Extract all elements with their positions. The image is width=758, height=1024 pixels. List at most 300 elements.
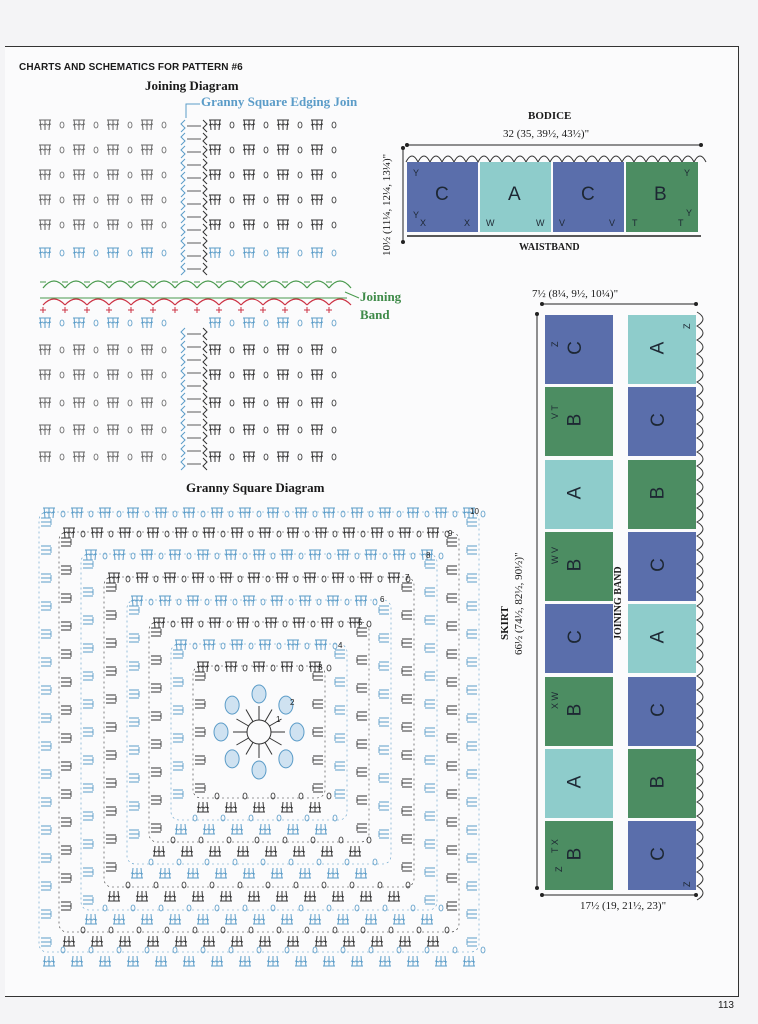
stitch-cluster (197, 550, 209, 560)
right-block (628, 387, 696, 456)
chain-stitch (60, 250, 64, 256)
stitch-cluster (39, 345, 51, 355)
band-chain-arch (285, 299, 307, 305)
stitch-cluster-side (402, 835, 412, 843)
stitch-cluster (271, 596, 283, 606)
stitch-cluster (141, 550, 153, 560)
stitch-cluster-side (41, 686, 51, 694)
stitch-cluster-side (106, 863, 116, 871)
band-chain-arch (197, 299, 219, 305)
stitch-cluster (141, 120, 153, 130)
band-chain-arch (175, 299, 197, 305)
page-footer-rule (5, 996, 738, 997)
stitch-cluster-side (41, 742, 51, 750)
stitch-cluster-side (402, 779, 412, 787)
edging-join-stitch (181, 458, 185, 470)
block-mark: Z (550, 341, 560, 347)
edging-join-stitch (203, 224, 207, 236)
round-number: 7 (405, 573, 410, 582)
stitch-cluster-side (425, 644, 435, 652)
edging-join-stitch (181, 237, 185, 249)
edging-join-stitch (203, 367, 207, 379)
block-mark: W (486, 218, 495, 228)
stitch-cluster (299, 868, 311, 878)
edging-join-stitch (203, 406, 207, 418)
skirt-top-width: 7½ (8¼, 9½, 10¼)" (532, 288, 619, 300)
chain-stitch (230, 347, 234, 353)
chain-stitch (298, 250, 302, 256)
block-letter: C (647, 847, 669, 861)
band-chain-arch (285, 281, 307, 288)
stitch-cluster-side (467, 546, 477, 554)
stitch-cluster (107, 370, 119, 380)
edging-join-stitch (203, 133, 207, 145)
stitch-cluster-side (129, 606, 139, 614)
stitch-cluster (159, 868, 171, 878)
edging-join-stitch (203, 237, 207, 249)
stitch-cluster (277, 145, 289, 155)
stitch-cluster (141, 425, 153, 435)
stitch-cluster-side (83, 644, 93, 652)
stitch-cluster-side (335, 734, 345, 742)
chain-stitch (257, 947, 261, 953)
chain-stitch (355, 553, 359, 559)
stitch-cluster (141, 318, 153, 328)
stitch-cluster-side (83, 588, 93, 596)
granny-square-title: Granny Square Diagram (186, 480, 325, 495)
edging-join-stitch (181, 341, 185, 353)
stitch-cluster-side (402, 807, 412, 815)
stitch-cluster-side (313, 672, 323, 680)
stitch-cluster-side (402, 583, 412, 591)
stitch-cluster (39, 220, 51, 230)
block-mark: T X (550, 839, 560, 854)
stitch-cluster (113, 914, 125, 924)
edging-join-stitch (181, 445, 185, 457)
center-spoke (269, 738, 281, 745)
chain-stitch (264, 400, 268, 406)
stitch-cluster-side (83, 840, 93, 848)
granny-square-chart (28, 500, 490, 965)
block-letter: C (581, 184, 595, 205)
round-number: 10 (470, 507, 479, 516)
page-number: 113 (718, 1000, 734, 1011)
stitch-cluster (349, 846, 361, 856)
band-chain-arch (329, 281, 351, 288)
chain-stitch (332, 250, 336, 256)
center-spoke (265, 709, 272, 721)
chain-stitch (298, 122, 302, 128)
chain-stitch (333, 531, 337, 537)
center-ring (247, 720, 271, 744)
stitch-cluster (231, 528, 243, 538)
stitch-cluster (187, 868, 199, 878)
stitch-cluster-side (173, 790, 183, 798)
chain-stitch (230, 454, 234, 460)
stitch-cluster-side (173, 650, 183, 658)
stitch-cluster (73, 425, 85, 435)
stitch-cluster-side (83, 868, 93, 876)
stitch-cluster (277, 345, 289, 355)
stitch-cluster-side (425, 896, 435, 904)
stitch-cluster-side (83, 896, 93, 904)
stitch-cluster (243, 248, 255, 258)
stitch-cluster (332, 573, 344, 583)
chain-stitch (264, 427, 268, 433)
chain-stitch (332, 197, 336, 203)
stitch-cluster (175, 824, 187, 834)
edging-join-stitch (203, 211, 207, 223)
chain-stitch (453, 947, 457, 953)
stitch-cluster (427, 528, 439, 538)
stitch-cluster (243, 195, 255, 205)
stitch-cluster (107, 398, 119, 408)
edging-join-stitch (181, 224, 185, 236)
stitch-cluster-side (173, 678, 183, 686)
stitch-cluster (287, 640, 299, 650)
chain-stitch (230, 222, 234, 228)
joining-band-label (360, 288, 401, 324)
stitch-cluster-side (173, 706, 183, 714)
stitch-cluster (73, 170, 85, 180)
chain-stitch (249, 531, 253, 537)
stitch-cluster-side (61, 818, 71, 826)
band-chain-arch (219, 281, 241, 288)
stitch-cluster-side (402, 723, 412, 731)
block-letter: B (564, 558, 586, 572)
stitch-cluster-side (61, 706, 71, 714)
stitch-cluster (107, 248, 119, 258)
right-block (628, 749, 696, 818)
chain-stitch (298, 197, 302, 203)
stitch-cluster (215, 596, 227, 606)
stitch-cluster-side (195, 700, 205, 708)
chain-stitch (294, 882, 298, 888)
stitch-cluster (243, 345, 255, 355)
stitch-cluster (277, 120, 289, 130)
band-plus-stitch (84, 307, 90, 313)
stitch-cluster (107, 345, 119, 355)
stitch-cluster-side (106, 779, 116, 787)
edging-join-stitch (181, 393, 185, 405)
block-mark: Y (413, 168, 420, 178)
band-chain-arch (263, 299, 285, 305)
chain-stitch (264, 172, 268, 178)
stitch-cluster-side (106, 611, 116, 619)
chain-stitch (417, 927, 421, 933)
stitch-cluster (141, 248, 153, 258)
stitch-cluster (337, 550, 349, 560)
bodice-block-2 (480, 162, 551, 232)
stitch-cluster (295, 508, 307, 518)
edging-join-stitch (181, 172, 185, 184)
stitch-cluster (39, 370, 51, 380)
stitch-cluster-side (379, 606, 389, 614)
chain-stitch (230, 197, 234, 203)
stitch-cluster (43, 508, 55, 518)
stitch-cluster (159, 596, 171, 606)
stitch-cluster (119, 936, 131, 946)
stitch-cluster-side (41, 546, 51, 554)
chain-stitch (230, 122, 234, 128)
stitch-cluster-side (173, 734, 183, 742)
right-block (628, 315, 696, 384)
round-number: 1 (276, 715, 281, 724)
stitch-cluster-side (425, 728, 435, 736)
stitch-cluster (99, 508, 111, 518)
stitch-cluster-side (467, 518, 477, 526)
stitch-cluster-side (151, 740, 161, 748)
edging-join-stitch (181, 367, 185, 379)
chain-stitch (333, 927, 337, 933)
stitch-cluster (321, 618, 333, 628)
chain-stitch (327, 793, 331, 799)
stitch-cluster-side (61, 790, 71, 798)
block-letter: A (564, 486, 586, 499)
stitch-cluster (197, 914, 209, 924)
stitch-cluster (321, 846, 333, 856)
stitch-cluster-side (313, 700, 323, 708)
chain-stitch (369, 947, 373, 953)
chain-stitch (94, 320, 98, 326)
stitch-cluster (259, 528, 271, 538)
stitch-cluster (39, 425, 51, 435)
chain-stitch (94, 147, 98, 153)
stitch-cluster (63, 528, 75, 538)
stitch-cluster-side (357, 796, 367, 804)
stitch-cluster (276, 891, 288, 901)
chain-stitch (230, 372, 234, 378)
stitch-cluster-side (61, 678, 71, 686)
band-plus-stitch (128, 307, 134, 313)
stitch-cluster (73, 345, 85, 355)
chain-stitch (128, 347, 132, 353)
bodice-block-3 (553, 162, 624, 232)
stitch-cluster (209, 248, 221, 258)
chain-stitch (383, 905, 387, 911)
band-chain-arch (153, 281, 175, 288)
chain-stitch (406, 882, 410, 888)
stitch-cluster (243, 318, 255, 328)
stitch-cluster (108, 573, 120, 583)
block-mark: Y (684, 168, 691, 178)
band-chain-arch (307, 281, 329, 288)
stitch-cluster-side (61, 650, 71, 658)
chain-stitch (128, 222, 132, 228)
stitch-cluster (287, 824, 299, 834)
chain-stitch (249, 927, 253, 933)
stitch-cluster (253, 550, 265, 560)
bodice-block-1 (407, 162, 478, 232)
stitch-cluster-side (467, 882, 477, 890)
stitch-cluster-side (467, 742, 477, 750)
chain-stitch (159, 905, 163, 911)
stitch-cluster-side (379, 662, 389, 670)
stitch-cluster (73, 145, 85, 155)
chain-stitch (60, 400, 64, 406)
stitch-cluster-side (61, 874, 71, 882)
stitch-cluster-side (106, 751, 116, 759)
stitch-cluster (203, 640, 215, 650)
stitch-cluster (315, 936, 327, 946)
chain-stitch (109, 531, 113, 537)
chain-stitch (283, 621, 287, 627)
stitch-cluster (153, 618, 165, 628)
chain-stitch (89, 511, 93, 517)
stitch-cluster (243, 398, 255, 408)
chain-stitch (327, 905, 331, 911)
stitch-cluster (311, 370, 323, 380)
edging-join-stitch (203, 380, 207, 392)
skirt-height: 66½ (74½, 82½, 90½)" (513, 552, 525, 655)
puff-stitch (279, 750, 293, 768)
stitch-cluster-side (83, 616, 93, 624)
bodice-title: BODICE (528, 110, 572, 122)
stitch-cluster-side (83, 812, 93, 820)
chain-stitch (177, 599, 181, 605)
edging-join-stitch (203, 263, 207, 275)
chain-stitch (332, 372, 336, 378)
chain-stitch (298, 172, 302, 178)
chain-stitch (298, 222, 302, 228)
band-chain-arch (263, 281, 285, 288)
block-mark: Z (682, 323, 692, 329)
stitch-cluster-side (447, 538, 457, 546)
stitch-cluster (209, 618, 221, 628)
chain-stitch (453, 511, 457, 517)
stitch-cluster-side (151, 768, 161, 776)
stitch-cluster (360, 573, 372, 583)
chain-stitch (339, 837, 343, 843)
chain-stitch (230, 427, 234, 433)
band-chain-arch (87, 299, 109, 305)
stitch-cluster (267, 956, 279, 966)
chain-stitch (439, 553, 443, 559)
stitch-cluster (243, 425, 255, 435)
right-block (628, 460, 696, 529)
stitch-cluster (39, 120, 51, 130)
block-letter: B (654, 184, 667, 205)
bodice-width-line (405, 142, 705, 150)
stitch-cluster (107, 170, 119, 180)
chain-stitch (128, 400, 132, 406)
chain-stitch (131, 553, 135, 559)
stitch-cluster-side (195, 756, 205, 764)
stitch-cluster (147, 936, 159, 946)
stitch-cluster-side (447, 734, 457, 742)
chain-stitch (298, 400, 302, 406)
chain-stitch (128, 147, 132, 153)
stitch-cluster (311, 398, 323, 408)
chain-stitch (230, 147, 234, 153)
stitch-cluster (39, 145, 51, 155)
stitch-cluster (379, 508, 391, 518)
stitch-cluster (127, 508, 139, 518)
stitch-cluster (267, 508, 279, 518)
chain-stitch (233, 859, 237, 865)
stitch-cluster (73, 318, 85, 328)
stitch-cluster (107, 195, 119, 205)
stitch-cluster-side (379, 746, 389, 754)
stitch-cluster (299, 596, 311, 606)
stitch-cluster (277, 170, 289, 180)
chain-stitch (154, 576, 158, 582)
stitch-cluster (141, 220, 153, 230)
chain-stitch (60, 172, 64, 178)
stitch-cluster (360, 891, 372, 901)
stitch-cluster-side (447, 566, 457, 574)
stitch-cluster-side (313, 784, 323, 792)
stitch-cluster (315, 824, 327, 834)
block-letter: B (564, 847, 586, 861)
stitch-cluster (407, 956, 419, 966)
chain-stitch (94, 172, 98, 178)
bodice-block-4 (626, 162, 698, 232)
stitch-cluster-side (467, 910, 477, 918)
stitch-cluster (311, 145, 323, 155)
stitch-cluster (243, 370, 255, 380)
stitch-cluster (277, 398, 289, 408)
right-block (628, 821, 696, 890)
stitch-cluster-side (61, 566, 71, 574)
stitch-cluster-side (41, 714, 51, 722)
chain-stitch (162, 347, 166, 353)
block-letter: C (435, 184, 449, 205)
stitch-cluster-side (129, 746, 139, 754)
chain-stitch (317, 859, 321, 865)
edging-join-stitch (181, 211, 185, 223)
chain-stitch (332, 147, 336, 153)
stitch-cluster-side (61, 902, 71, 910)
edging-join-stitch (181, 432, 185, 444)
stitch-cluster-side (447, 902, 457, 910)
stitch-cluster (107, 452, 119, 462)
puff-stitch (225, 696, 239, 714)
stitch-cluster-side (106, 639, 116, 647)
stitch-cluster-side (151, 796, 161, 804)
chain-stitch (332, 400, 336, 406)
skirt-title: SKIRT (499, 606, 511, 640)
chain-stitch (137, 927, 141, 933)
stitch-cluster-side (129, 774, 139, 782)
stitch-cluster (181, 846, 193, 856)
stitch-cluster-side (467, 826, 477, 834)
stitch-cluster-side (129, 690, 139, 698)
chain-stitch (264, 222, 268, 228)
skirt-top-width-line (540, 301, 700, 309)
stitch-cluster-side (447, 846, 457, 854)
band-plus-stitch (238, 307, 244, 313)
stitch-cluster (211, 508, 223, 518)
edging-join-stitch (203, 445, 207, 457)
stitch-cluster (99, 956, 111, 966)
chain-stitch (264, 122, 268, 128)
stitch-cluster (309, 802, 321, 812)
stitch-cluster (131, 596, 143, 606)
stitch-cluster-side (357, 740, 367, 748)
chain-stitch (373, 859, 377, 865)
stitch-cluster (203, 824, 215, 834)
stitch-cluster-side (173, 762, 183, 770)
stitch-cluster-side (425, 700, 435, 708)
block-mark: Y (413, 210, 420, 220)
stitch-cluster-side (129, 634, 139, 642)
stitch-cluster (355, 596, 367, 606)
stitch-cluster (351, 956, 363, 966)
chain-stitch (397, 947, 401, 953)
stitch-cluster (141, 170, 153, 180)
center-spoke (246, 709, 253, 721)
